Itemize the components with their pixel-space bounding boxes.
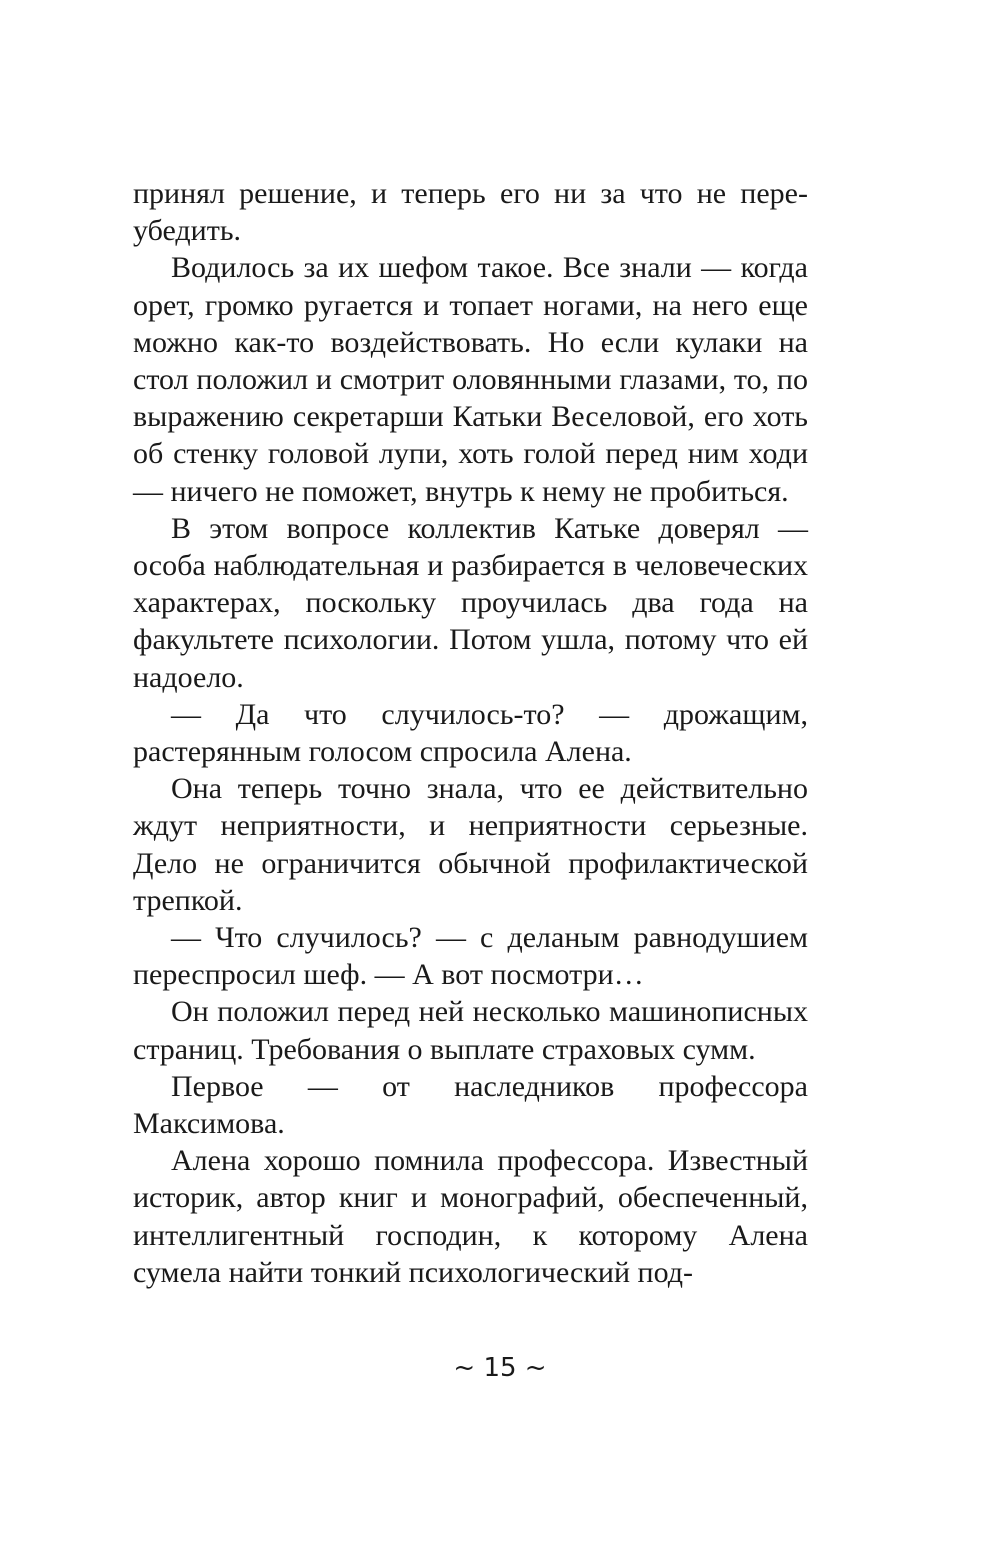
page-number: ~ 15 ~	[453, 1353, 547, 1383]
page-body	[133, 175, 808, 1291]
paragraph-4: — Да что случилось-то? — дрожащим, растерянным голосом спросила Алена.	[133, 697, 808, 769]
paragraph-7: Он положил перед ней несколько машинописных страниц. Требования о выплате страховых сумм.	[133, 995, 808, 1066]
paragraph-8: Первое — от наследников профессора Максимова.	[133, 1069, 808, 1141]
paragraph-2: Водилось за их шефом такое. Все знали — когда орет, громко ругается и топает ногами, на него еще можно как-то воздействовать. Но если кулаки на стол положил и смотрит оловянными глазами, то, по выражению секретарши Катьки Веселовой, его хоть об стенку головой лупи, хоть голой перед ним ходи — ничего не поможет, внутрь к нему не пробиться.	[133, 251, 808, 508]
paragraph-3: В этом вопросе коллектив Катьке доверял — особа наблюдательная и разбирается в человеческих характерах, поскольку проучилась два года на факультете психологии. Потом ушла, потому что ей надоело.	[133, 511, 808, 694]
paragraph-1: принял решение, и теперь его ни за что не переубедить.	[133, 177, 808, 248]
paragraph-6: — Что случилось? — с деланым равнодушием переспросил шеф. — А вот посмотри…	[133, 921, 808, 992]
paragraph-9: Алена хорошо помнила профессора. Известный историк, автор книг и монографий, обеспеченный, интеллигентный господин, к которому Алена сумела найти тонкий психологический под-	[133, 1144, 808, 1289]
paragraph-5: Она теперь точно знала, что ее действительно ждут неприятности, и неприятности серьезные. Дело не ограничится обычной профилактической трепкой.	[133, 772, 808, 917]
